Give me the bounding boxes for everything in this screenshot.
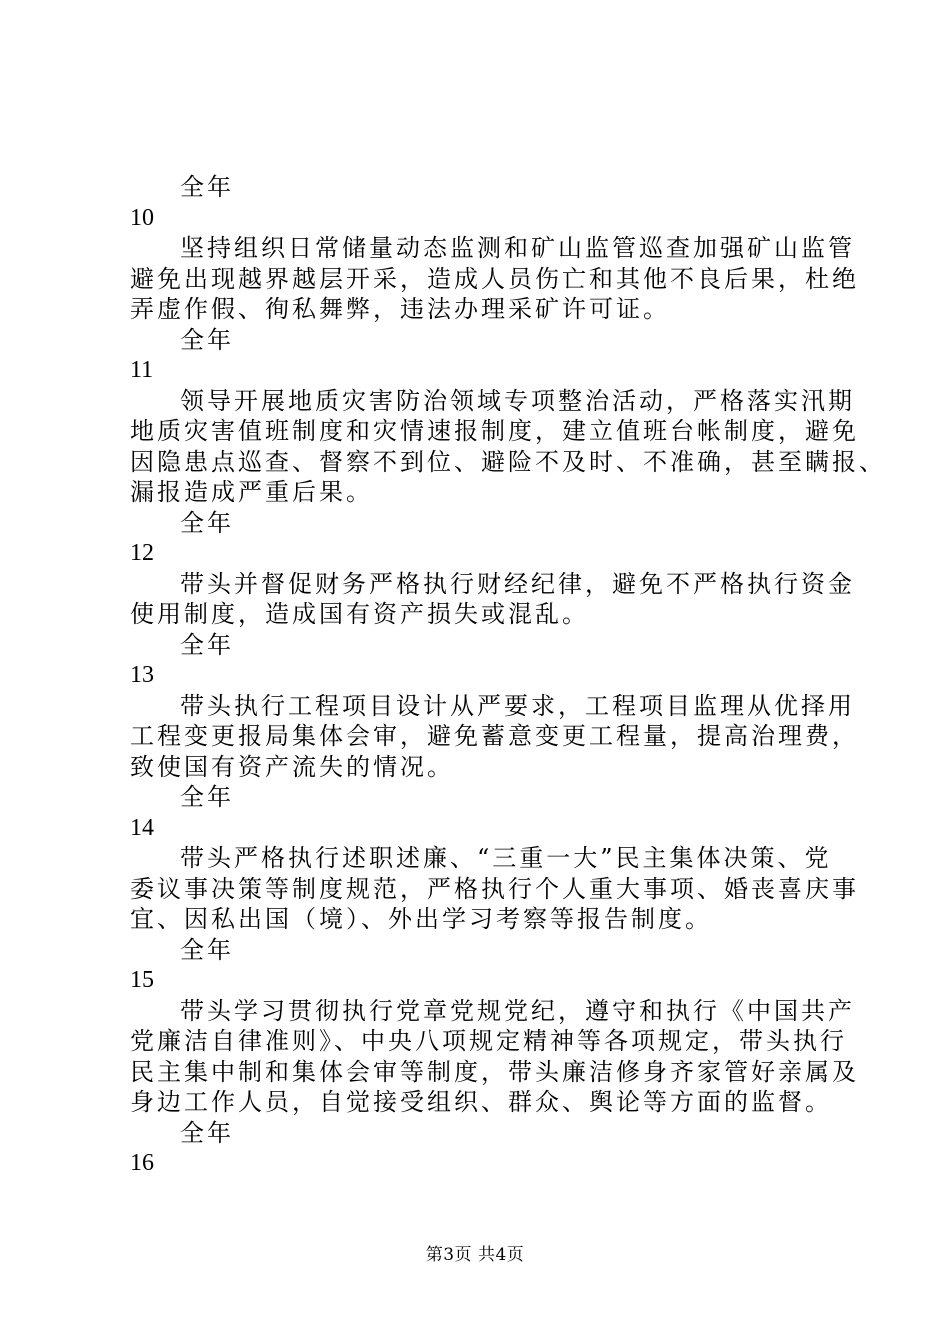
item-text-line: 身边工作人员，自觉接受组织、群众、舆论等方面的监督。 [130,1088,832,1116]
item-text-line: 弄虚作假、徇私舞弊，违法办理采矿许可证。 [130,295,670,323]
item-number: 16 [130,1150,154,1176]
document-body [130,172,886,1179]
item-text-line: 带头并督促财务严格执行财经纪律，避免不严格执行资金 [180,569,855,598]
item-period: 全年 [180,508,234,537]
item-text-line: 因隐患点巡查、督察不到位、避险不及时、不准确，甚至瞒报、 [130,447,886,476]
item-period: 全年 [180,1118,234,1147]
item-text-line: 使用制度，造成国有资产损失或混乱。 [130,600,589,628]
item-number: 15 [130,967,154,993]
list-item [130,935,859,1118]
item-number: 13 [130,662,154,688]
list-item [130,508,855,630]
item-text-line: 地质灾害值班制度和灾情速报制度，建立值班台帐制度，避免 [130,417,859,445]
item-text-line: 工程变更报局集体会审，避免蓄意变更工程量，提高治理费， [130,722,859,750]
item-text-line: 致使国有资产流失的情况。 [130,752,454,781]
item-period: 全年 [180,630,234,659]
item-text-line: 宜、因私出国（境）、外出学习考察等报告制度。 [130,905,712,933]
item-period: 全年 [180,173,234,201]
list-item [130,172,859,325]
item-text-line: 领导开展地质灾害防治领域专项整治活动，严格落实汛期 [180,386,855,415]
item-text-line: 委议事决策等制度规范，严格执行个人重大事项、婚丧喜庆事 [130,874,859,903]
item-text-line: 漏报造成严重后果。 [130,478,373,506]
item-text-line: 带头执行工程项目设计从严要求，工程项目监理从优择用 [180,691,855,720]
item-text-line: 坚持组织日常储量动态监测和矿山监管巡查加强矿山监管 [180,234,855,262]
list-item [130,630,859,783]
item-text-line: 党廉洁自律准则》、中央八项规定精神等各项规定，带头执行 [130,1027,847,1055]
item-text-line: 带头学习贯彻执行党章党规党纪，遵守和执行《中国共产 [180,996,855,1025]
item-text-line: 民主集中制和集体会审等制度，带头廉洁修身齐家管好亲属及 [130,1057,859,1086]
item-text-line: 避免出现越界越层开采，造成人员伤亡和其他不良后果，杜绝 [130,264,859,293]
item-number: 14 [130,814,154,841]
item-number: 10 [130,204,154,231]
item-period: 全年 [180,935,234,964]
item-text-line: 带头严格执行述职述廉、“三重一大”民主集体决策、党 [180,844,832,872]
item-period: 全年 [180,783,234,811]
item-period: 全年 [180,325,234,354]
item-number: 11 [130,357,154,383]
page-footer: 第3页 共4页 [425,1245,525,1265]
item-number: 12 [130,540,154,566]
list-item [130,1118,840,1179]
list-item [130,782,859,935]
list-item [130,325,886,508]
